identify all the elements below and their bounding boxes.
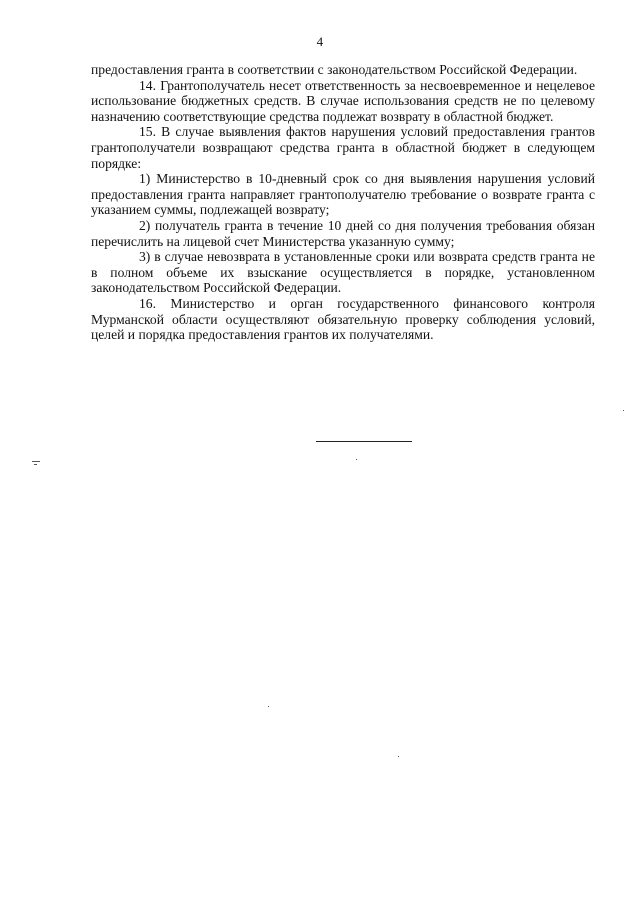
paragraph-14: 14. Грантополучатель несет ответственность за несвоевременное и нецелевое использование бюджетных средств. В случае использования средств не по целевому назначению соответствующие средства подлежат возврату в областной бюджет. [91,77,595,124]
scan-mark [268,706,269,707]
paragraph-15: 15. В случае выявления фактов нарушения условий предоставления грантов грантополучатели возвращают средства гранта в областной бюджет в следующем порядке: [91,124,595,171]
document-body [91,62,595,343]
scan-mark [32,461,40,462]
paragraph-15-item-2: 2) получатель гранта в течение 10 дней со дня получения требования обязан перечислить на лицевой счет Министерства указанную сумму; [91,217,595,249]
paragraph-16: 16. Министерство и орган государственного финансового контроля Мурманской области осуществляют обязательную проверку соблюдения условий, целей и порядка предоставления грантов их получателями. [91,295,595,343]
scan-mark [356,459,357,460]
scan-mark [398,756,399,757]
paragraph-15-item-1: 1) Министерство в 10-дневный срок со дня выявления нарушения условий предоставления гранта направляет грантополучателю требование о возврате гранта с указанием суммы, подлежащей возврату; [91,171,595,218]
page-number: 4 [316,34,324,49]
paragraph-13-continuation: предоставления гранта в соответствии с законодательством Российской Федерации. [91,62,578,77]
scan-mark [34,464,37,465]
paragraph-15-item-3: 3) в случае невозврата в установленные сроки или возврата средств гранта не в полном объеме их взыскание осуществляется в порядке, установленном законодательством Российской Федерации. [91,249,595,296]
end-separator-line [316,441,412,442]
scan-mark [623,410,624,411]
